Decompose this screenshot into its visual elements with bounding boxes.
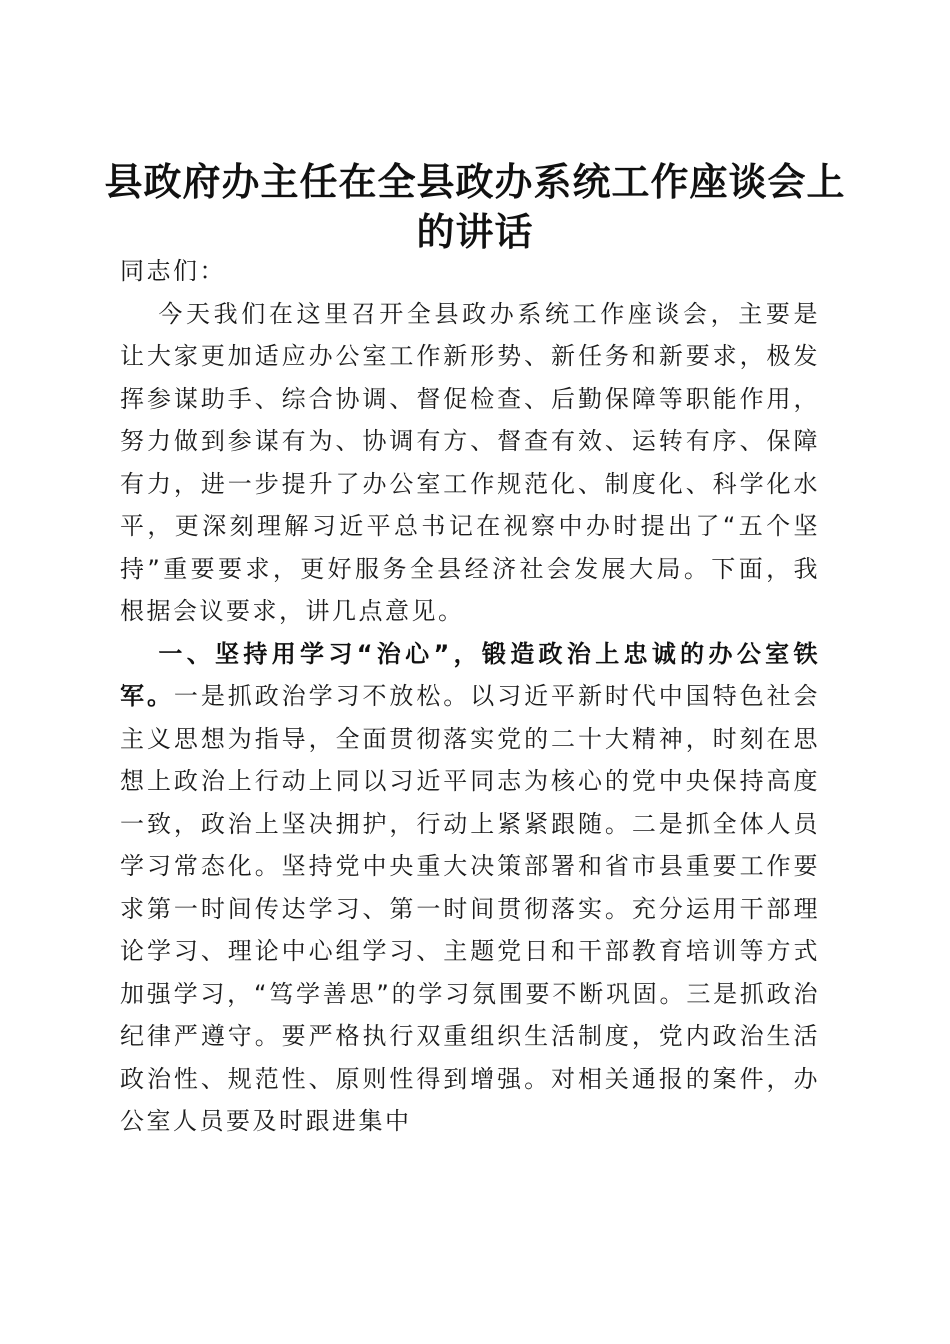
section-one-heading: 一、坚持用学习“治心”，锻造政治上忠诚的办公室铁军。 <box>120 639 820 710</box>
salutation: 同志们： <box>120 257 226 285</box>
section-one-text: 一是抓政治学习不放松。以习近平新时代中国特色社会主义思想为指导，全面贯彻落实党的二十大精神，时刻在思想上政治上行动上同以习近平同志为核心的党中央保持高度一致，政治上坚决拥护，行动上紧紧跟随。二是抓全体人员学习常态化。坚持党中央重大决策部署和省市县重要工作要求第一时间传达学习、第一时间贯彻落实。充分运用干部理论学习、理论中心组学习、主题党日和干部教育培训等方式加强学习，“笃学善思”的学习氛围要不断巩固。三是抓政治纪律严遵守。要严格执行双重组织生活制度，党内政治生活政治性、规范性、原则性得到增强。对相关通报的案件，办公室人员要及时跟进集中 <box>120 682 821 1135</box>
document-title: 县政府办主任在全县政办系统工作座谈会上的讲话 <box>104 159 846 255</box>
section-one-paragraph <box>120 633 820 1143</box>
intro-paragraph: 今天我们在这里召开全县政办系统工作座谈会，主要是让大家更加适应办公室工作新形势、新任务和新要求，极发挥参谋助手、综合协调、督促检查、后勤保障等职能作用，努力做到参谋有为、协调有方、督查有效、运转有序、保障有力，进一步提升了办公室工作规范化、制度化、科学化水平，更深刻理解习近平总书记在视察中办时提出了“五个坚持”重要要求，更好服务全县经济社会发展大局。下面，我根据会议要求，讲几点意见。 <box>120 299 820 625</box>
document-body <box>120 250 820 1143</box>
